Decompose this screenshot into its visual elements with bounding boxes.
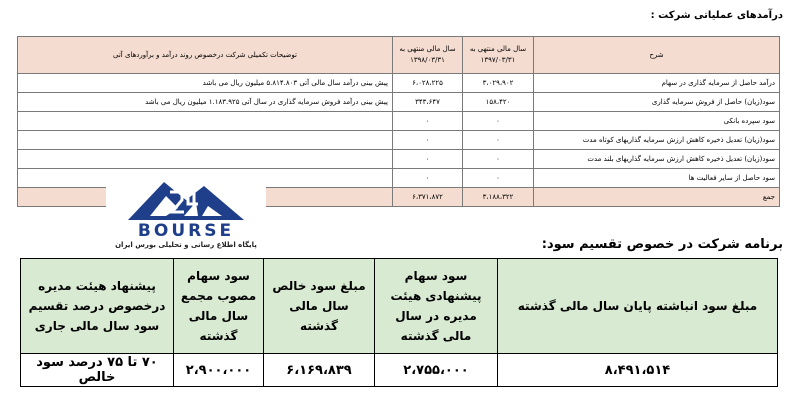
row-explanation xyxy=(18,131,393,150)
header-approved-dividend: سود سهام مصوب مجمع سال مالی گذشته xyxy=(174,259,264,354)
row-previous-year: ۶،۰۲۸،۲۲۵ xyxy=(393,74,463,93)
row-previous-year: ۳۴۳،۶۴۷ xyxy=(393,93,463,112)
row-previous-year: ۰ xyxy=(393,150,463,169)
total-previous-year: ۶،۳۷۱،۸۷۲ xyxy=(393,188,463,207)
value-board-proposed: ۲،۷۵۵،۰۰۰ xyxy=(375,354,498,387)
dividend-values-row xyxy=(21,354,778,387)
table-row xyxy=(18,112,780,131)
row-explanation xyxy=(18,150,393,169)
header-net-profit: مبلغ سود خالص سال مالی گذشته xyxy=(264,259,375,354)
row-previous-year: ۰ xyxy=(393,131,463,150)
header-board-proposed: سود سهام پیشنهادی هیئت مدیره در سال مالی گذشته xyxy=(375,259,498,354)
header-previous-year: سال مالی منتهی به ۱۳۹۸/۰۳/۳۱ xyxy=(393,37,463,74)
header-description: شرح xyxy=(534,37,780,74)
row-current-year: ۳،۰۲۹،۹۰۲ xyxy=(463,74,534,93)
bourse-logo xyxy=(106,178,266,254)
row-description: سود حاصل از سایر فعالیت ها xyxy=(534,169,780,188)
row-current-year: ۰ xyxy=(463,131,534,150)
logo-subtitle: پایگاه اطلاع رسانی و تحلیلی بورس ایران xyxy=(115,241,257,249)
bourse-mountain-icon xyxy=(126,178,246,222)
row-previous-year: ۰ xyxy=(393,169,463,188)
total-description: جمع xyxy=(534,188,780,207)
row-explanation xyxy=(18,112,393,131)
value-board-proposal-current: ۷۰ تا ۷۵ درصد سود خالص xyxy=(21,354,174,387)
logo-wordmark: BOURSE xyxy=(137,221,235,241)
dividend-table xyxy=(20,258,778,387)
table-row xyxy=(18,74,780,93)
header-board-proposal-current: پیشنهاد هیئت مدیره درخصوص درصد تقسیم سود سال مالی جاری xyxy=(21,259,174,354)
table-row xyxy=(18,131,780,150)
table-row xyxy=(18,93,780,112)
row-explanation: پیش بینی درآمد سال مالی آتی ۵.۸۱۴.۸۰۳ میلیون ریال می باشد xyxy=(18,74,393,93)
row-description: سود(زیان) حاصل از فروش سرمایه گذاری xyxy=(534,93,780,112)
dividend-header-row xyxy=(21,259,778,354)
value-net-profit: ۶،۱۶۹،۸۳۹ xyxy=(264,354,375,387)
value-approved-dividend: ۲،۹۰۰،۰۰۰ xyxy=(174,354,264,387)
table-row xyxy=(18,150,780,169)
header-accumulated-profit: مبلغ سود انباشته پایان سال مالی گذشته xyxy=(498,259,778,354)
operating-income-header-row xyxy=(18,37,780,74)
row-previous-year: ۰ xyxy=(393,112,463,131)
row-description: سود(زیان) تعدیل ذخیره کاهش ارزش سرمایه گذاریهای بلند مدت xyxy=(534,150,780,169)
row-description: سود(زیان) تعدیل ذخیره کاهش ارزش سرمایه گذاریهای کوتاه مدت xyxy=(534,131,780,150)
operating-income-title: درآمدهای عملیاتی شرکت : xyxy=(650,10,783,21)
row-description: درآمد حاصل از سرمایه گذاری در سهام xyxy=(534,74,780,93)
dividend-title: برنامه شرکت در خصوص تقسیم سود: xyxy=(541,237,783,252)
header-current-year: سال مالی منتهی به ۱۳۹۷/۰۳/۳۱ xyxy=(463,37,534,74)
value-accumulated-profit: ۸،۴۹۱،۵۱۴ xyxy=(498,354,778,387)
row-current-year: ۰ xyxy=(463,150,534,169)
row-explanation: پیش بینی درآمد فروش سرمایه گذاری در سال آتی ۱.۱۸۳.۹۲۵ میلیون ریال می باشد xyxy=(18,93,393,112)
total-current-year: ۳،۱۸۸،۳۲۲ xyxy=(463,188,534,207)
row-current-year: ۱۵۸،۴۲۰ xyxy=(463,93,534,112)
row-description: سود سپرده بانکی xyxy=(534,112,780,131)
header-explanation: توضیحات تکمیلی شرکت درخصوص روند درآمد و برآوردهای آتی xyxy=(18,37,393,74)
row-current-year: ۰ xyxy=(463,169,534,188)
row-current-year: ۰ xyxy=(463,112,534,131)
